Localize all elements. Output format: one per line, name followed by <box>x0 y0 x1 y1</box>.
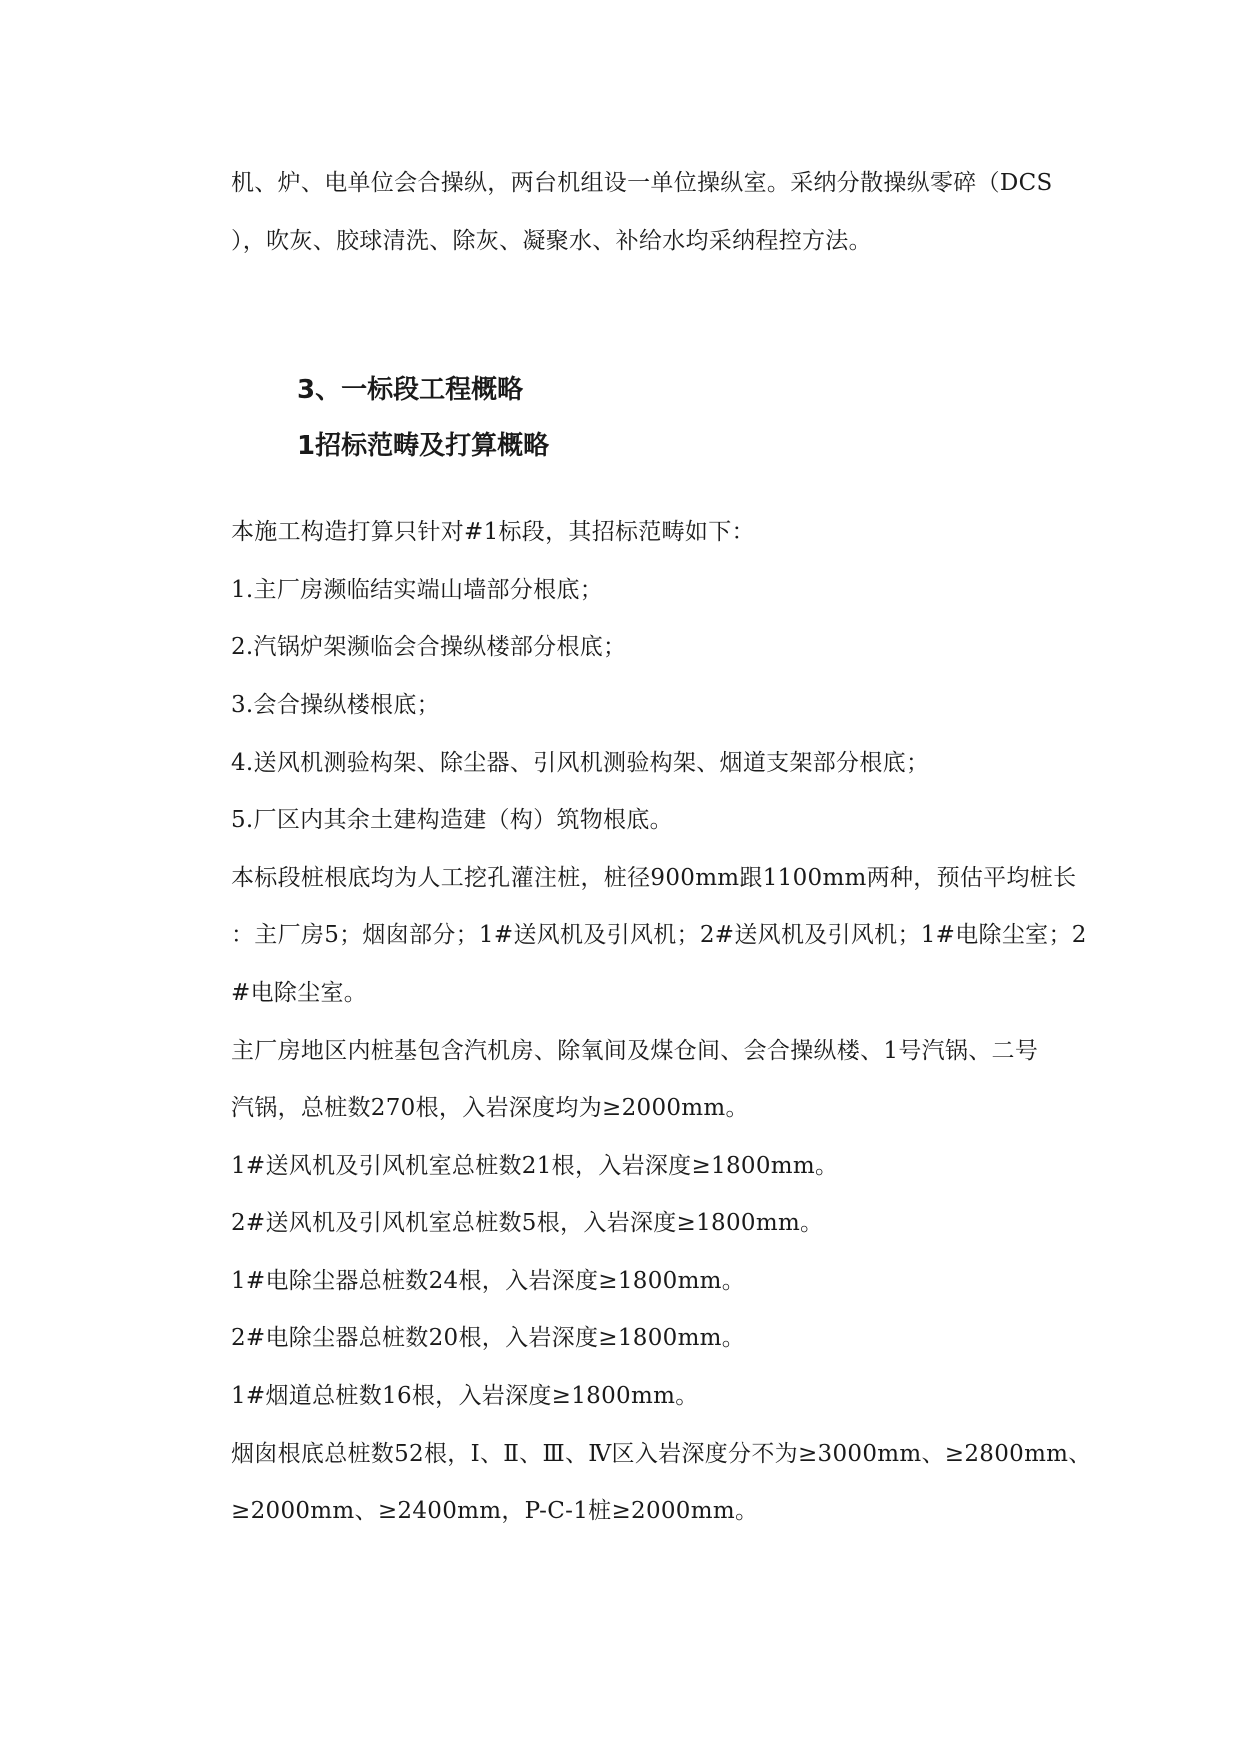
subsection-heading: 1招标范畴及打算概略 <box>297 431 550 461</box>
chimney-line-2: ≥2000mm、≥2400mm，P-C-1桩≥2000mm。 <box>231 1498 759 1524</box>
intro-line-1: 机、炉、电单位会合操纵，两台机组设一单位操纵室。采纳分散操纵零碎（DCS <box>231 170 1053 196</box>
stat-line-5: 1#烟道总桩数16根，入岩深度≥1800mm。 <box>231 1383 699 1409</box>
scope-intro: 本施工构造打算只针对#1标段，其招标范畴如下： <box>231 519 755 545</box>
scope-item-2: 2.汽锅炉架濒临会合操纵楼部分根底； <box>231 634 627 660</box>
stat-line-4: 2#电除尘器总桩数20根，入岩深度≥1800mm。 <box>231 1325 746 1351</box>
main-building-line-2: 汽锅，总桩数270根，入岩深度均为≥2000mm。 <box>231 1095 749 1121</box>
scope-item-4: 4.送风机测验构架、除尘器、引风机测验构架、烟道支架部分根底； <box>231 750 930 776</box>
pile-para-line-1: 本标段桩根底均为人工挖孔灌注桩，桩径900mm跟1100mm两种，预估平均桩长 <box>231 865 1077 891</box>
main-building-line-1: 主厂房地区内桩基包含汽机房、除氧间及煤仓间、会合操纵楼、1号汽锅、二号 <box>231 1038 1039 1064</box>
stat-line-3: 1#电除尘器总桩数24根，入岩深度≥1800mm。 <box>231 1268 746 1294</box>
pile-para-line-2: ：主厂房5；烟囱部分；1#送风机及引风机；2#送风机及引风机；1#电除尘室；2 <box>231 922 1087 948</box>
stat-line-2: 2#送风机及引风机室总桩数5根，入岩深度≥1800mm。 <box>231 1210 824 1236</box>
section-heading: 3、一标段工程概略 <box>297 375 524 405</box>
intro-line-2: ），吹灰、胶球清洗、除灰、凝聚水、补给水均采纳程控方法。 <box>231 228 872 254</box>
stat-line-1: 1#送风机及引风机室总桩数21根，入岩深度≥1800mm。 <box>231 1153 839 1179</box>
pile-para-line-3: #电除尘室。 <box>231 980 368 1006</box>
chimney-line-1: 烟囱根底总桩数52根，Ⅰ、Ⅱ、Ⅲ、Ⅳ区入岩深度分不为≥3000mm、≥2800mm、 <box>231 1441 1092 1467</box>
scope-item-1: 1.主厂房濒临结实端山墙部分根底； <box>231 577 604 603</box>
scope-item-3: 3.会合操纵楼根底； <box>231 692 440 718</box>
scope-item-5: 5.厂区内其余土建构造建（构）筑物根底。 <box>231 807 673 833</box>
